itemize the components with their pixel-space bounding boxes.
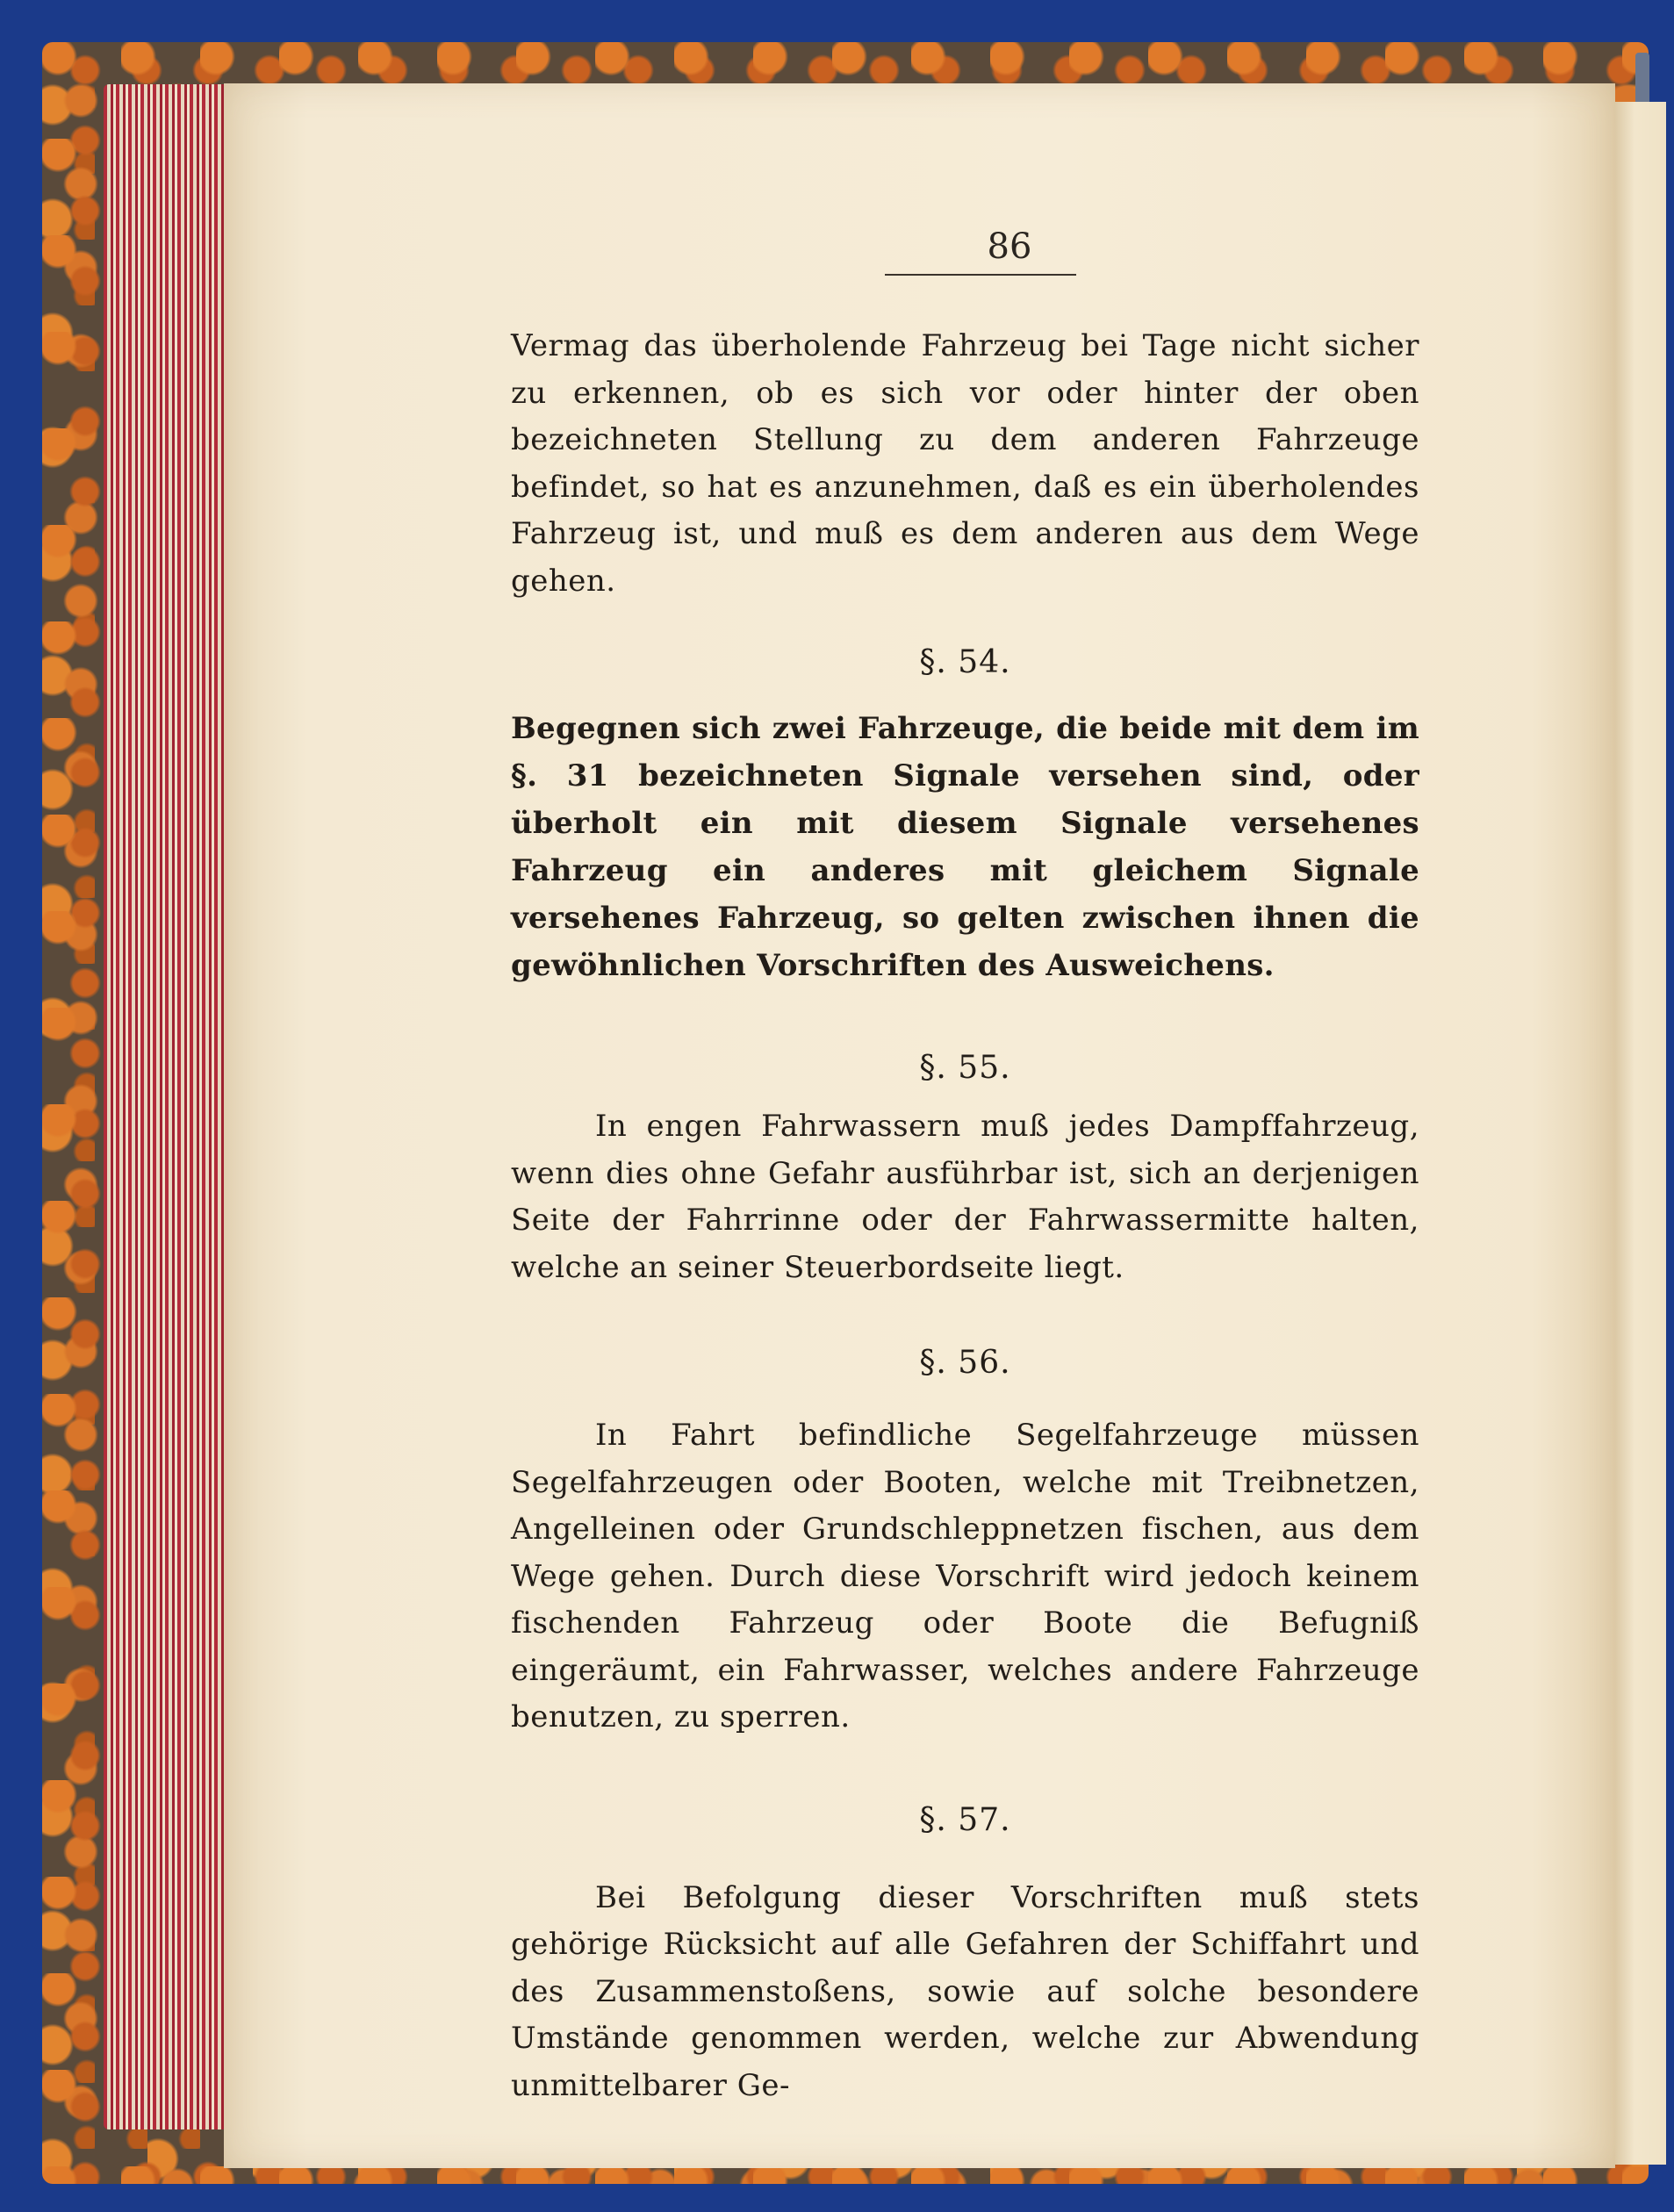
- paragraph-section-56: In Fahrt befindliche Segelfahrzeuge müssen Segelfahrzeugen oder Booten, welche mit Treibnetzen, Angelleinen oder Grundschleppnetzen fischen, aus dem Wege gehen. Durch diese Vorschrift wird jedoch keinem fischenden Fahrzeug oder Boote die Befugniß eingeräumt, ein Fahrwasser, welches andere Fahrzeuge benutzen, zu sperren.: [511, 1418, 1419, 1734]
- header-rule: [885, 274, 1076, 276]
- page-edges: [104, 84, 235, 2129]
- paragraph-section-54: Begegnen sich zwei Fahrzeuge, die beide mit dem im §. 31 bezeichneten Signale versehen sind, oder überholt ein mit diesem Signale versehenes Fahrzeug ein anderes mit gleichem Signale versehenes Fahrzeug, so gelten zwischen ihnen die gewöhnlichen Vorschriften des Ausweichens.: [511, 711, 1419, 983]
- page-text: [511, 316, 1419, 2109]
- section-heading-57: §. 57.: [919, 1801, 1011, 1838]
- paragraph-section-57: Bei Befolgung dieser Vorschriften muß stets gehörige Rücksicht auf alle Gefahren der Schiffahrt und des Zusammenstoßens, sowie auf solche besondere Umstände genommen werden, welche zur Abwendung unmittelbarer Ge-: [511, 1879, 1419, 2103]
- paragraph-section-55: In engen Fahrwassern muß jedes Dampffahrzeug, wenn dies ohne Gefahr ausführbar ist, sich an derjenigen Seite der Fahrrinne oder der Fahrwassermitte halten, welche an seiner Steuerbordseite liegt.: [511, 1109, 1419, 1285]
- page-number: 86: [987, 226, 1032, 267]
- section-heading-54: §. 54.: [919, 644, 1011, 680]
- section-heading-55: §. 55.: [919, 1050, 1011, 1086]
- adjacent-page: [1613, 102, 1666, 2165]
- paragraph-overtaking: Vermag das überholende Fahrzeug bei Tage nicht sicher zu erkennen, ob es sich vor oder hinter der oben bezeichneten Stellung zu dem anderen Fahrzeuge befindet, so hat es anzunehmen, daß es ein überholendes Fahrzeug ist, und muß es dem anderen aus dem Wege gehen.: [511, 328, 1419, 599]
- section-heading-56: §. 56.: [919, 1345, 1011, 1381]
